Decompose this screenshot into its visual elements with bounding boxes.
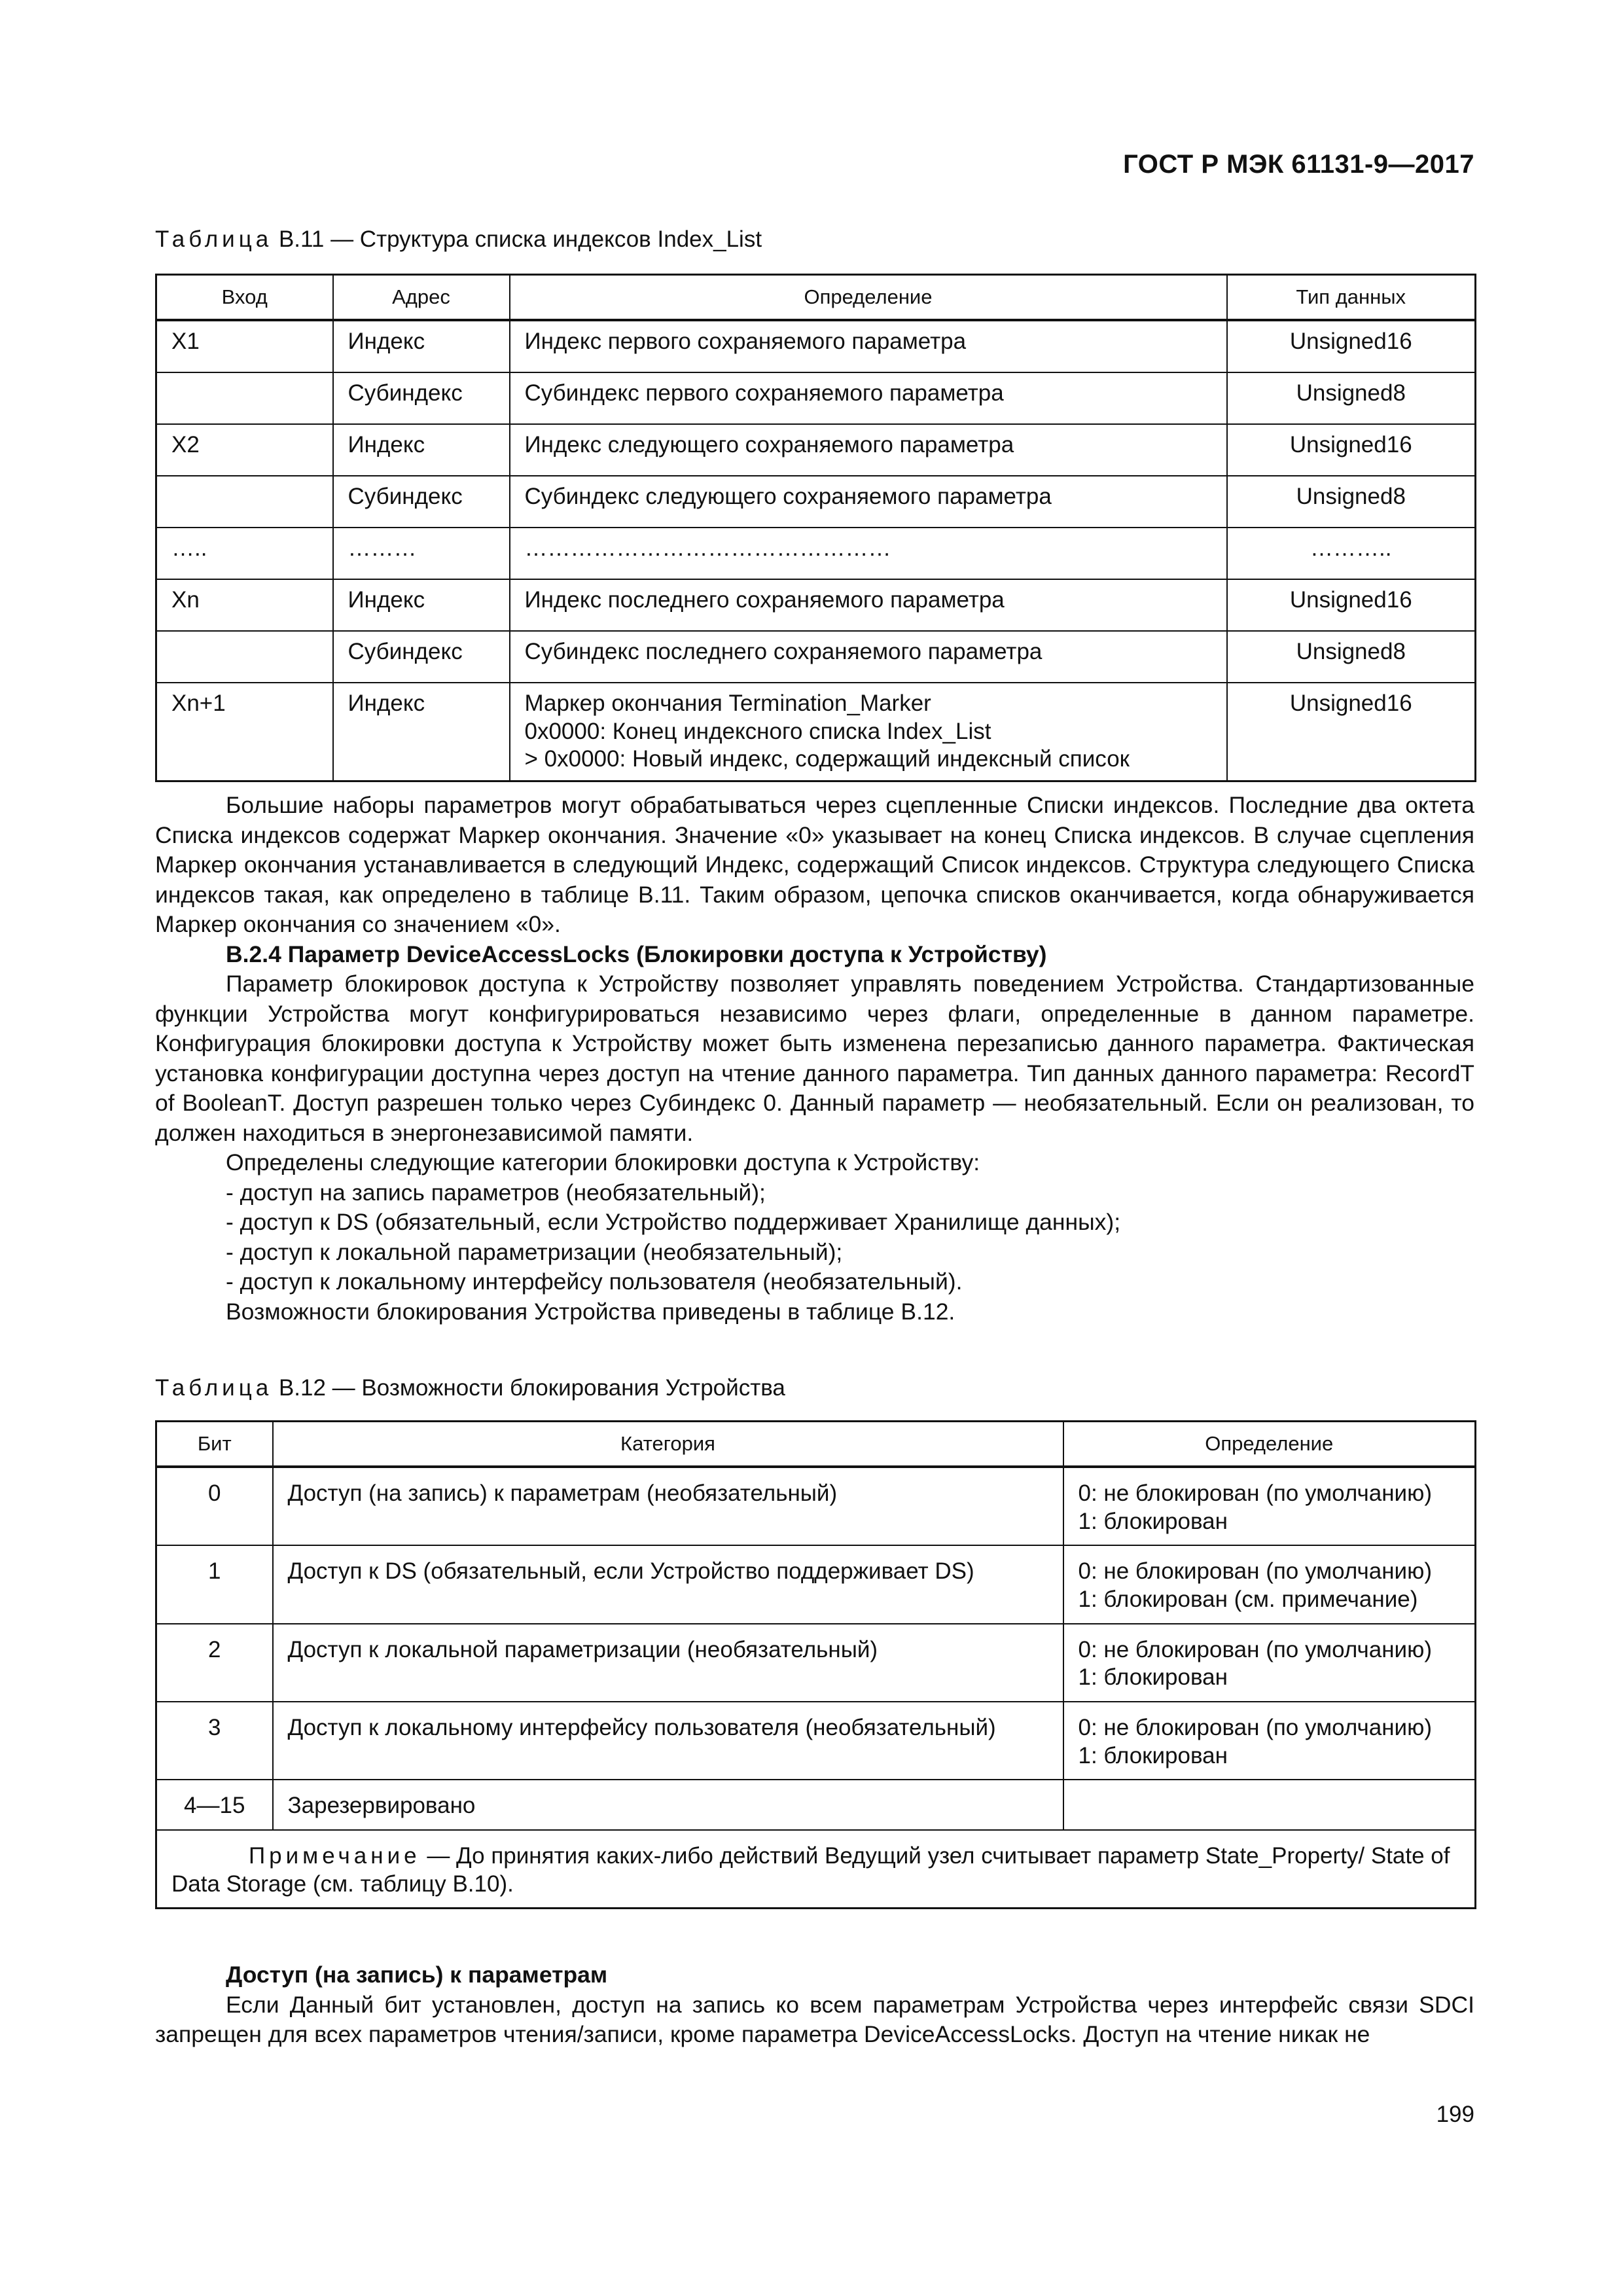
cell-definition: Субиндекс первого сохраняемого параметра: [510, 372, 1227, 424]
cell-definition: [1063, 1545, 1476, 1623]
page-header: ГОСТ Р МЭК 61131-9—2017: [1123, 150, 1474, 179]
cell-data-type: Unsigned8: [1227, 372, 1476, 424]
column-header-bit: Бит: [156, 1422, 273, 1467]
definition-line: 0: не блокирован (по умолчанию): [1078, 1636, 1433, 1662]
note-text: — До принятия каких-либо действий Ведущий узел считывает параметр State_Property/ State of Data Storage (см. таблицу B.10).: [171, 1843, 1450, 1897]
cell-definition: Индекс последнего сохраняемого параметра: [510, 579, 1227, 631]
cell-definition: [1063, 1467, 1476, 1545]
list-item: - доступ к локальной параметризации (необязательный);: [226, 1238, 843, 1265]
cell-definition: Индекс следующего сохраняемого параметра: [510, 424, 1227, 476]
cell-address: Индекс: [333, 579, 510, 631]
cell-bit: 1: [156, 1545, 273, 1623]
cell-address: Индекс: [333, 424, 510, 476]
cell-data-type: Unsigned8: [1227, 631, 1476, 683]
table-row: [156, 1624, 1476, 1702]
definition-line: 1: блокирован: [1078, 1508, 1228, 1534]
paragraph: Если Данный бит установлен, доступ на запись ко всем параметрам Устройства через интерфейс связи SDCI запрещен для всех параметров чтения/записи, кроме параметра DeviceAccessLocks. Доступ на чтение никак не: [155, 1991, 1474, 2047]
table-row: [156, 372, 1476, 424]
table-row: [156, 579, 1476, 631]
list-item: - доступ на запись параметров (необязательный);: [226, 1179, 766, 1206]
cell-bit: 2: [156, 1624, 273, 1702]
cell-definition: [1063, 1780, 1476, 1830]
paragraph: Большие наборы параметров могут обрабатываться через сцепленные Списки индексов. Последние два октета Списка индексов содержат Маркер окончания. Значение «0» указывает на конец Списка индексов. В случае сцепления Маркер окончания устанавливается в следующий Индекс, содержащий Список индексов. Структура следующего Списка индексов такая, как определено в таблице B.11. Таким образом, цепочка списков оканчивается, когда обнаруживается Маркер окончания со значением «0».: [155, 792, 1474, 937]
definition-line: Маркер окончания Termination_Marker: [524, 690, 931, 716]
cell-address: Индекс: [333, 683, 510, 781]
definition-line: > 0x0000: Новый индекс, содержащий индексный список: [524, 746, 1130, 772]
body-text-block-2: [155, 1960, 1474, 2050]
cell-category: Доступ к DS (обязательный, если Устройство поддерживает DS): [273, 1545, 1063, 1623]
cell-category: Доступ к локальному интерфейсу пользователя (необязательный): [273, 1702, 1063, 1780]
cell-definition: [510, 683, 1227, 781]
cell-bit: 3: [156, 1702, 273, 1780]
definition-line: 1: блокирован: [1078, 1742, 1228, 1768]
cell-bit: 0: [156, 1467, 273, 1545]
definition-line: 1: блокирован: [1078, 1664, 1228, 1691]
definition-line: 0: не блокирован (по умолчанию): [1078, 1558, 1433, 1585]
cell-entry: Xn: [156, 579, 333, 631]
table-row: [156, 320, 1476, 372]
table-b12-caption-word: Таблица: [155, 1375, 273, 1401]
definition-line: 0: не блокирован (по умолчанию): [1078, 1480, 1433, 1506]
cell-definition: Индекс первого сохраняемого параметра: [510, 320, 1227, 372]
table-note: [156, 1830, 1476, 1909]
cell-bit: 4—15: [156, 1780, 273, 1830]
table-b12-caption-text: B.12 — Возможности блокирования Устройства: [272, 1375, 785, 1401]
table-note-row: [156, 1830, 1476, 1909]
table-row: [156, 1467, 1476, 1545]
cell-address: Субиндекс: [333, 631, 510, 683]
cell-definition: Субиндекс последнего сохраняемого параметра: [510, 631, 1227, 683]
cell-data-type: Unsigned16: [1227, 424, 1476, 476]
page-number: 199: [1436, 2102, 1474, 2127]
column-header-category: Категория: [273, 1422, 1063, 1467]
list-item: - доступ к локальному интерфейсу пользователя (необязательный).: [226, 1268, 963, 1295]
table-row: [156, 1545, 1476, 1623]
table-b11-caption-word: Таблица: [155, 226, 273, 252]
table-b11-header-row: [156, 275, 1476, 320]
cell-category: Доступ (на запись) к параметрам (необязательный): [273, 1467, 1063, 1545]
cell-category: Доступ к локальной параметризации (необязательный): [273, 1624, 1063, 1702]
table-b11-caption-text: B.11 — Структура списка индексов Index_List: [272, 226, 762, 252]
section-heading: Доступ (на запись) к параметрам: [226, 1962, 608, 1988]
body-text-block-1: [155, 791, 1474, 1327]
table-row: [156, 476, 1476, 528]
cell-address: ………: [333, 528, 510, 579]
column-header-data-type: Тип данных: [1227, 275, 1476, 320]
cell-address: Субиндекс: [333, 476, 510, 528]
cell-entry: …..: [156, 528, 333, 579]
definition-line: 1: блокирован (см. примечание): [1078, 1586, 1418, 1612]
column-header-definition: Определение: [510, 275, 1227, 320]
cell-category: Зарезервировано: [273, 1780, 1063, 1830]
paragraph: Возможности блокирования Устройства приведены в таблице B.12.: [226, 1298, 955, 1325]
cell-entry: [156, 372, 333, 424]
table-b11-caption: [155, 224, 762, 255]
cell-definition: Субиндекс следующего сохраняемого параметра: [510, 476, 1227, 528]
cell-data-type: Unsigned16: [1227, 320, 1476, 372]
cell-entry: X1: [156, 320, 333, 372]
cell-entry: [156, 631, 333, 683]
cell-data-type: ………..: [1227, 528, 1476, 579]
definition-line: 0: не блокирован (по умолчанию): [1078, 1714, 1433, 1740]
column-header-entry: Вход: [156, 275, 333, 320]
list-item: - доступ к DS (обязательный, если Устройство поддерживает Хранилище данных);: [226, 1209, 1121, 1235]
cell-definition: …………………………………………: [510, 528, 1227, 579]
table-row: [156, 424, 1476, 476]
column-header-definition: Определение: [1063, 1422, 1476, 1467]
table-row: [156, 1702, 1476, 1780]
table-row: [156, 683, 1476, 781]
cell-data-type: Unsigned8: [1227, 476, 1476, 528]
section-heading: B.2.4 Параметр DeviceAccessLocks (Блокировки доступа к Устройству): [226, 941, 1047, 967]
table-row: [156, 1780, 1476, 1830]
table-b12-caption: [155, 1373, 785, 1403]
column-header-address: Адрес: [333, 275, 510, 320]
cell-definition: [1063, 1624, 1476, 1702]
cell-data-type: Unsigned16: [1227, 579, 1476, 631]
paragraph: Параметр блокировок доступа к Устройству позволяет управлять поведением Устройства. Стандартизованные функции Устройства могут конфигурироваться независимо через флаги, определенные в данном параметре. Конфигурация блокировки доступа к Устройству может быть изменена перезаписью данного параметра. Фактическая установка конфигурации доступна через доступ на чтение данного параметра. Тип данных данного параметра: RecordT of BooleanT. Доступ разрешен только через Субиндекс 0. Данный параметр — необязательный. Если он реализован, то должен находиться в энергонезависимой памяти.: [155, 971, 1474, 1146]
cell-entry: X2: [156, 424, 333, 476]
cell-address: Индекс: [333, 320, 510, 372]
cell-entry: [156, 476, 333, 528]
cell-address: Субиндекс: [333, 372, 510, 424]
table-b12-header-row: [156, 1422, 1476, 1467]
table-row: [156, 631, 1476, 683]
cell-data-type: Unsigned16: [1227, 683, 1476, 781]
table-b11: [155, 274, 1476, 782]
cell-definition: [1063, 1702, 1476, 1780]
definition-line: 0x0000: Конец индексного списка Index_List: [524, 718, 991, 744]
note-label: Примечание: [249, 1843, 421, 1869]
table-b12: [155, 1420, 1476, 1909]
paragraph: Определены следующие категории блокировки доступа к Устройству:: [226, 1149, 980, 1175]
cell-entry: Xn+1: [156, 683, 333, 781]
table-row: [156, 528, 1476, 579]
